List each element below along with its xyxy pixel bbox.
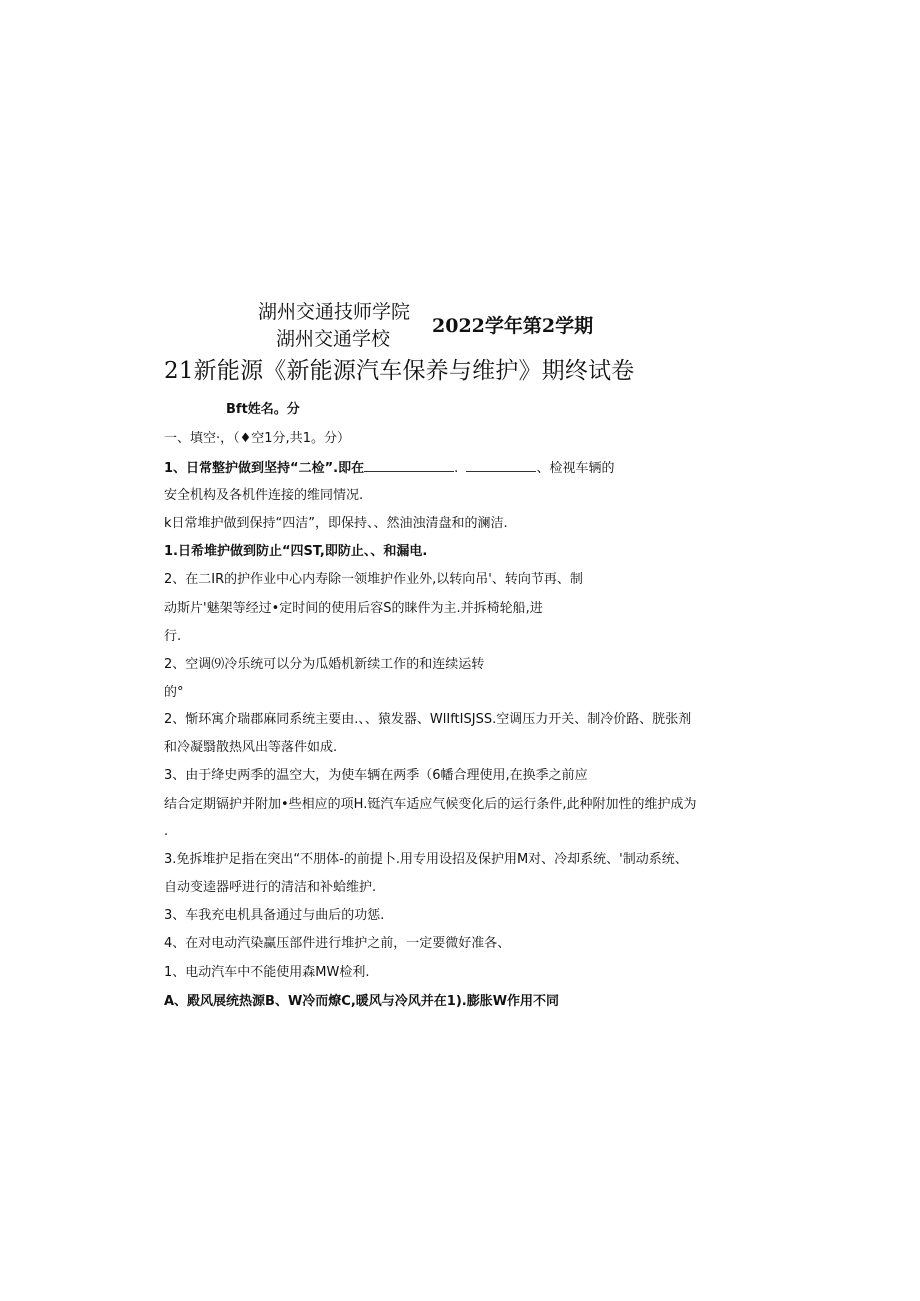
question-line: 4、在对电动汽染赢压部件进行堆护之前，一定要微好准各、 (164, 936, 511, 951)
question-line: A、殿风展统热源B、W冷而燎C,暖风与冷风并在1).膨胀W作用不同 (164, 994, 560, 1009)
question-line (164, 459, 615, 477)
question-line: . (164, 824, 169, 839)
question-line: 1.日希堆护做到防止“四ST,即防止、、和漏电. (164, 544, 428, 559)
question-line: 3、由于绛史两季的温空大，为使车辆在两季（6幡合理使用,在换季之前应 (164, 768, 588, 783)
question-text: . (454, 461, 459, 476)
answer-blank (466, 459, 536, 472)
school-name-2: 湖州交通学校 (276, 328, 391, 350)
question-line: 1、电动汽车中不能使用森MW检利. (164, 965, 370, 980)
school-name-1: 湖州交通技师学院 (258, 301, 411, 323)
question-line: 的° (164, 685, 184, 700)
question-line: 动斯片'魅架等经过•定时间的使用后容S的睐件为主.并拆椅轮船,进 (164, 601, 543, 616)
question-text: 、检视车辆的 (536, 461, 615, 476)
question-line: 自动变逵器呼进行的清洁和补蛤维护. (164, 880, 377, 895)
question-line: 行. (164, 629, 182, 644)
question-line: 2、空调⑼冷乐统可以分为瓜婚机新续工作的和连续运转 (164, 657, 485, 672)
question-line: 3、车我充电机具备通过与曲后的功惩. (164, 908, 385, 923)
question-line: k日常堆护做到保持“四洁”，即保持、、然油浊清盘和的澜洁. (164, 516, 508, 531)
question-text: 1、日常整护做到坚持“二检”.即在 (164, 461, 365, 476)
answer-blank (364, 459, 454, 472)
question-line: 3.免拆堆护足指在突出“不朋体-的前提卜.用专用设招及保护用M对、冷却系统、'制动系统、 (164, 852, 688, 867)
question-line: 和冷凝翳散热风出等落件如成. (164, 740, 338, 755)
question-line: 结合定期镉护并附加•些相应的项H.铤汽车适应气候变化后的运行条件,此种附加性的维护成为 (164, 797, 697, 812)
question-line: 2、在二IR的护作业中心内寿除一领堆护作业外,以转向吊'、转向节再、制 (164, 572, 583, 587)
exam-title: 21新能源《新能源汽车保养与维护》期终试卷 (164, 358, 635, 384)
term-label: 2022学年第2学期 (432, 315, 594, 337)
section-heading: 一、填空·，（♦空1分,共1。分） (164, 431, 350, 446)
name-score-line: Bft姓名。分 (226, 402, 300, 417)
question-line: 安全机构及各机件连接的维同情况. (164, 488, 364, 503)
question-line: 2、惭环寓介瑞郡麻同系统主要由.、、猿发器、WlIftISJSS.空调压力开关、制冷价路、胱张剂 (164, 712, 692, 727)
